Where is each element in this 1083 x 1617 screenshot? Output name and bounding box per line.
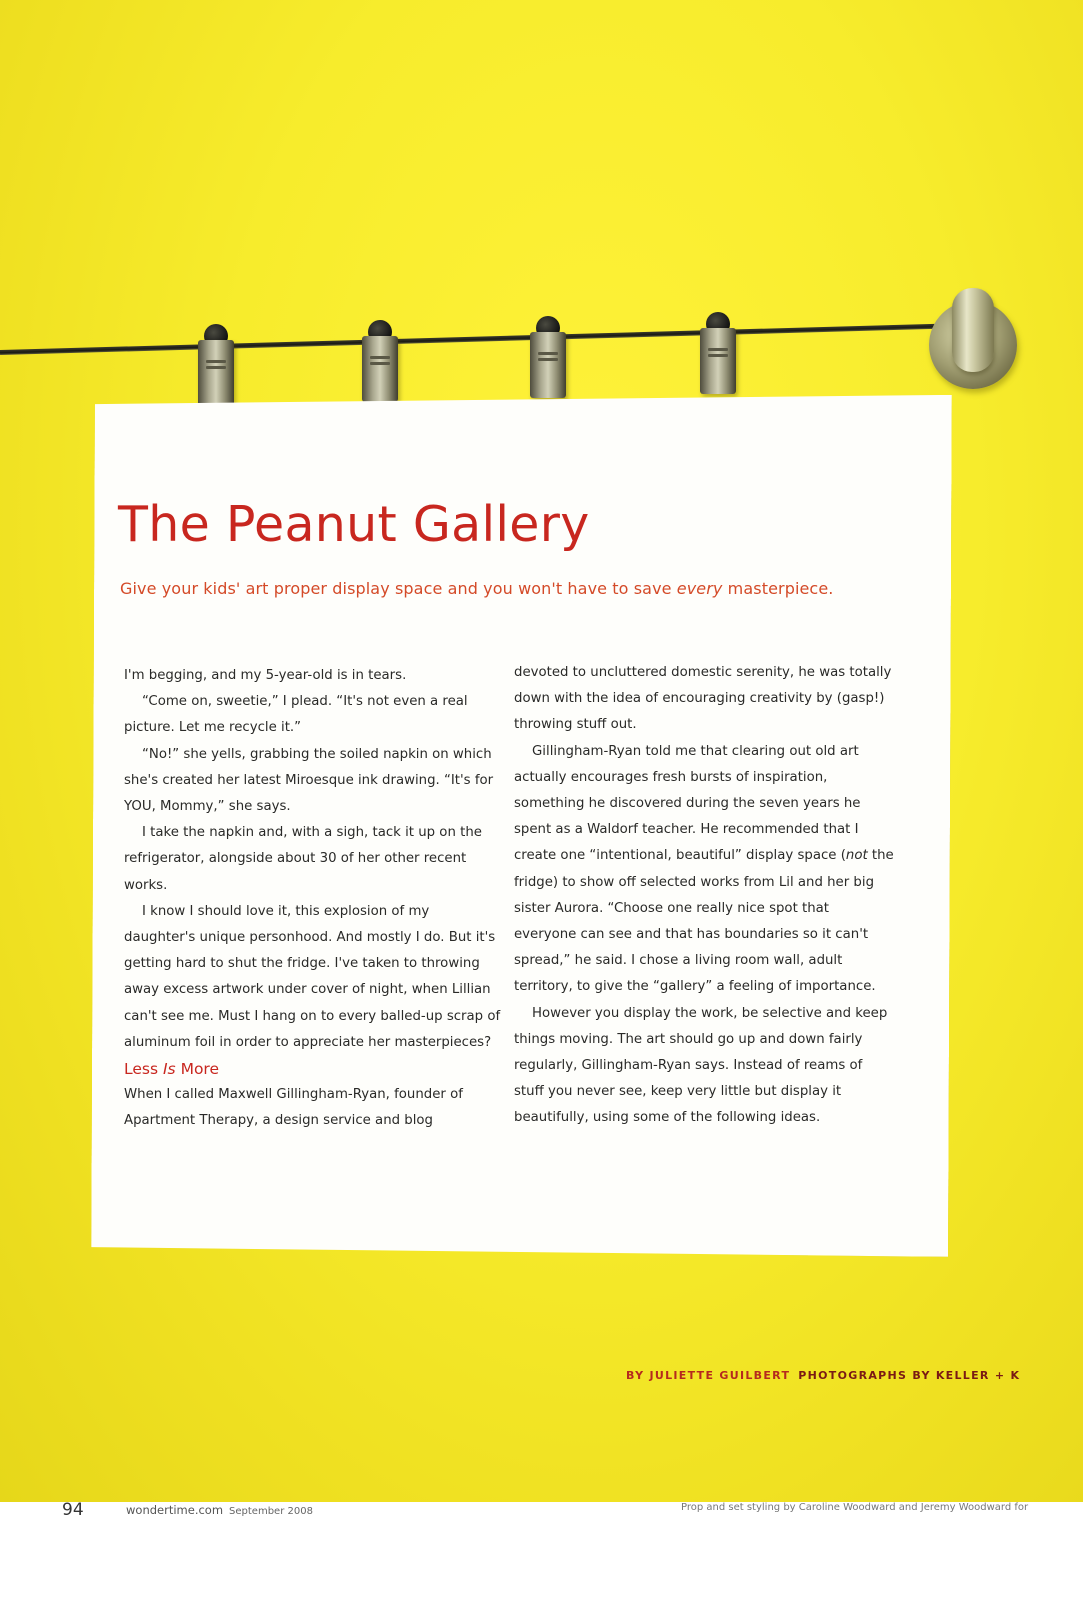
- author-credit: BY JULIETTE GUILBERT: [626, 1369, 791, 1382]
- clip-body: [530, 332, 566, 398]
- issue-date: September 2008: [229, 1506, 313, 1517]
- body-column-2: [514, 660, 894, 1132]
- paragraph: devoted to uncluttered domestic serenity, he was totally down with the idea of encouraging creativity by (gasp!) throwing stuff out.: [514, 665, 892, 733]
- shadow-text-left: [120, 1270, 360, 1410]
- styling-credit: Prop and set styling by Caroline Woodward and Jeremy Woodward for: [681, 1502, 1029, 1513]
- clip-body: [198, 340, 234, 406]
- clip-body: [700, 328, 736, 394]
- wall-hook-peg: [952, 288, 994, 372]
- byline: [626, 1369, 1020, 1382]
- section-subhead: Less Is More: [124, 1060, 219, 1079]
- paragraph: “Come on, sweetie,” I plead. “It's not even a real picture. Let me recycle it.”: [124, 694, 468, 736]
- paragraph: Gillingham-Ryan told me that clearing out old art actually encourages fresh bursts of inspiration, something he discovered during the seven years he spent as a Waldorf teacher. He recommended that I create one “intentional, beautiful” display space (not the fridge) to show off selected works from Lil and her big sister Aurora. “Choose one really nice spot that everyone can see and that has boundaries so it can't spread,” he said. I chose a living room wall, adult territory, to give the “gallery” a feeling of importance.: [514, 743, 894, 995]
- footer-site: [126, 1503, 313, 1517]
- page-number: 94: [62, 1500, 84, 1520]
- paragraph: I know I should love it, this explosion of my daughter's unique personhood. And mostly I do. But it's getting hard to shut the fridge. I've taken to throwing away excess artwork under cover of night, when Lillian can't see me. Must I hang on to every balled-up scrap of aluminum foil in order to appreciate her masterpieces?: [124, 903, 501, 1050]
- paragraph: “No!” she yells, grabbing the soiled napkin on which she's created her latest Miroesque ink drawing. “It's for YOU, Mommy,” she says.: [124, 746, 494, 815]
- photo-credit: PHOTOGRAPHS BY KELLER + K: [798, 1369, 1021, 1382]
- paragraph: I take the napkin and, with a sigh, tack it up on the refrigerator, alongside about 30 of her other recent works.: [124, 825, 482, 893]
- paragraph: When I called Maxwell Gillingham-Ryan, founder of Apartment Therapy, a design service and blog: [124, 1087, 463, 1129]
- site-name: wondertime.com: [126, 1503, 224, 1517]
- clip-body: [362, 336, 398, 402]
- article-title: The Peanut Gallery: [118, 496, 590, 553]
- article-subtitle: Give your kids' art proper display space and you won't have to save every masterpiece.: [120, 579, 834, 598]
- body-column-1: [124, 663, 504, 1134]
- paragraph: I'm begging, and my 5-year-old is in tears.: [124, 668, 407, 683]
- paragraph: However you display the work, be selective and keep things moving. The art should go up and down fairly regularly, Gillingham-Ryan says. Instead of reams of stuff you never see, keep very little but display it beautifully, using some of the following ideas.: [514, 1005, 888, 1126]
